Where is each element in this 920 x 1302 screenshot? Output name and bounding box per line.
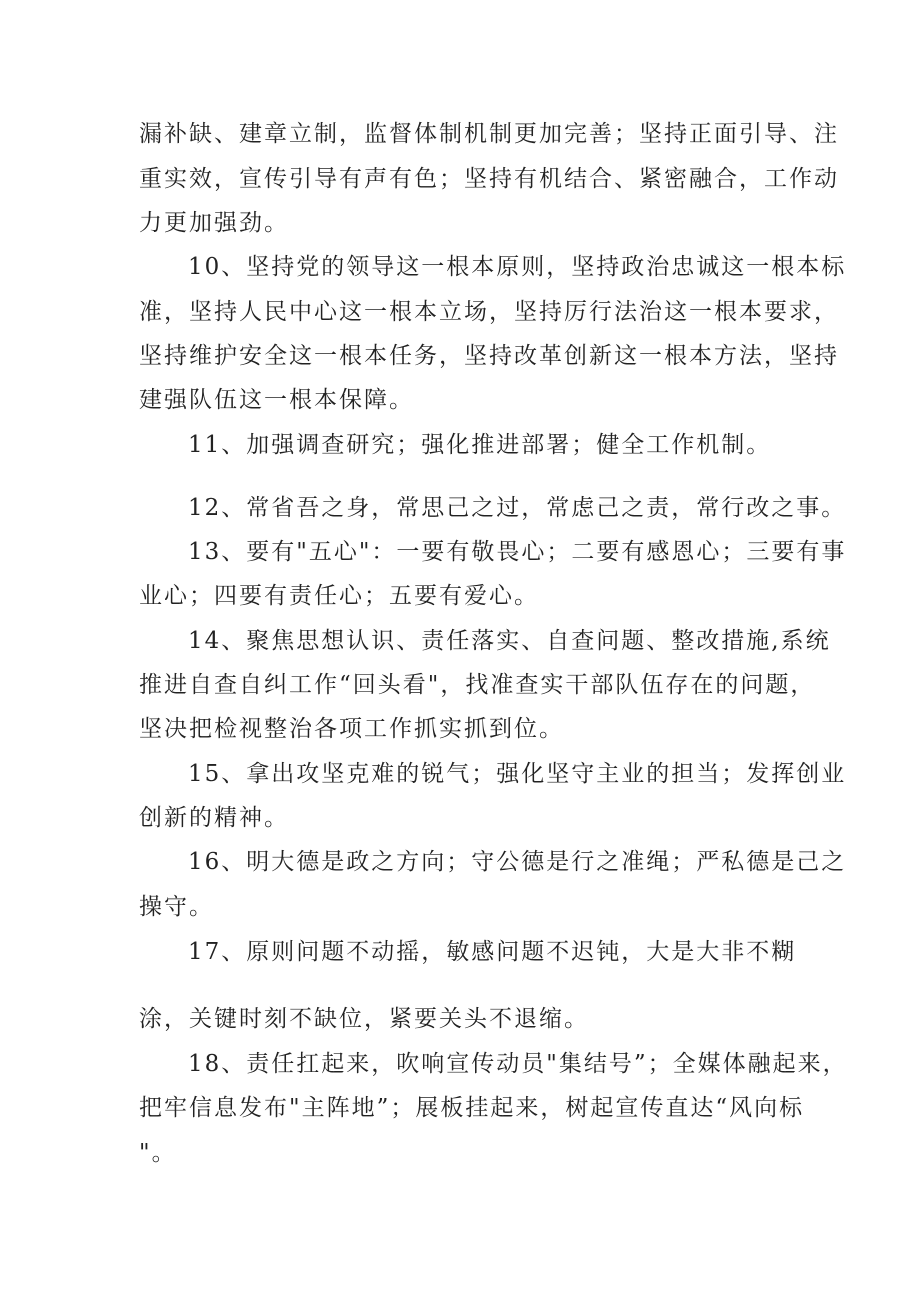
text-line: 重实效，宣传引导有声有色；坚持有机结合、紧密融合，工作动 (139, 166, 839, 192)
paragraph-17-start: 17、原则问题不动摇，敏感问题不迟钝，大是大非不糊 (188, 939, 797, 965)
text-line: 坚持维护安全这一根本任务，坚持改革创新这一根本方法，坚持 (139, 343, 839, 369)
text-line: 涂，关键时刻不缺位，紧要关头不退缩。 (139, 1006, 589, 1032)
text-line: 把牢信息发布"主阵地”；展板挂起来，树起宣传直达“风向标 (139, 1095, 805, 1121)
text-line: 漏补缺、建章立制，监督体制机制更加完善；坚持正面引导、注 (139, 121, 839, 147)
text-line: "。 (139, 1140, 177, 1166)
paragraph-15-start: 15、拿出攻坚克难的锐气；强化坚守主业的担当；发挥创业 (188, 761, 847, 787)
text-line: 操守。 (139, 894, 214, 920)
paragraph-13-start: 13、要有"五心"：一要有敬畏心；二要有感恩心；三要有事 (188, 539, 847, 565)
paragraph-18-start: 18、责任扛起来，吹响宣传动员"集结号”；全媒体融起来， (188, 1051, 848, 1077)
text-line: 推进自查自纠工作“回头看"，找准查实干部队伍存在的问题， (139, 672, 816, 698)
text-line: 力更加强劲。 (139, 210, 289, 236)
text-line: 准，坚持人民中心这一根本立场，坚持厉行法治这一根本要求， (139, 299, 839, 325)
paragraph-10-start: 10、坚持党的领导这一根本原则，坚持政治忠诚这一根本标 (188, 254, 847, 280)
text-line: 建强队伍这一根本保障。 (139, 387, 414, 413)
paragraph-11: 11、加强调查研究；强化推进部署；健全工作机制。 (188, 432, 772, 458)
paragraph-14-start: 14、聚焦思想认识、责任落实、自查问题、整改措施,系统 (188, 628, 831, 654)
text-line: 业心；四要有责任心；五要有爱心。 (139, 583, 539, 609)
paragraph-12: 12、常省吾之身，常思己之过，常虑己之责，常行改之事。 (188, 495, 847, 521)
text-line: 坚决把检视整治各项工作抓实抓到位。 (139, 716, 564, 742)
paragraph-16-start: 16、明大德是政之方向；守公德是行之准绳；严私德是己之 (188, 849, 847, 875)
text-line: 创新的精神。 (139, 805, 289, 831)
